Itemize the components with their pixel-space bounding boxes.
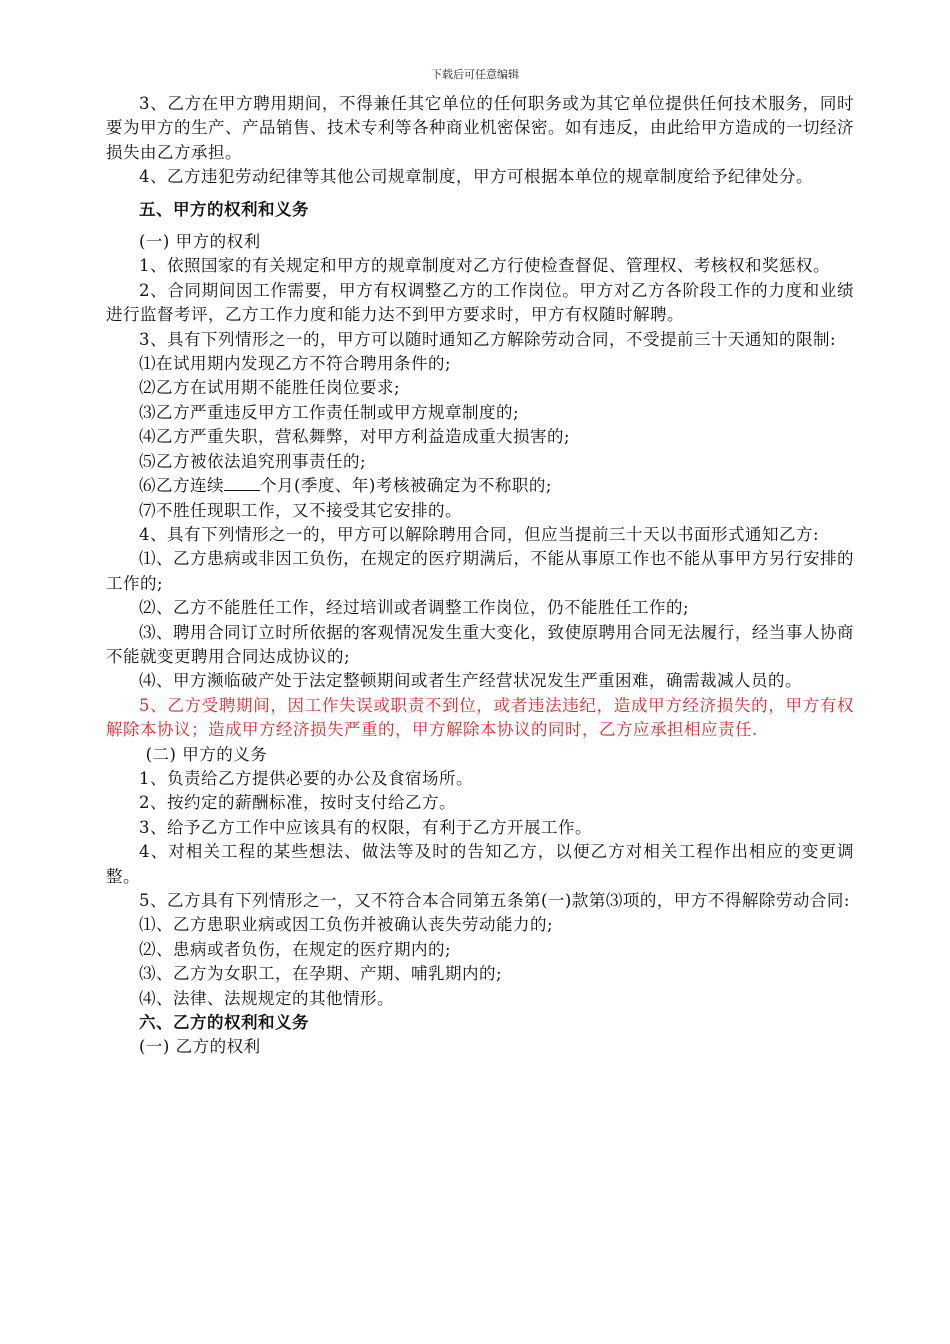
page-header: 下载后可任意编辑 <box>431 68 519 81</box>
list-item: ⑵乙方在试用期不能胜任岗位要求; <box>139 378 401 398</box>
list-item: ⑴、乙方患职业病或因工负伤并被确认丧失劳动能力的; <box>139 915 554 935</box>
blank-underline <box>224 476 260 491</box>
list-item: ⑷、甲方濒临破产处于法定整顿期间或者生产经营状况发生严重困难，确需裁减人员的。 <box>139 671 802 691</box>
list-item: ⑸乙方被依法追究刑事责任的; <box>139 451 367 471</box>
clause-4-4: 4、乙方违犯劳动纪律等其他公司规章制度，甲方可根据本单位的规章制度给予纪律处分。 <box>139 167 813 187</box>
list-item: ⑷乙方严重失职，营私舞弊，对甲方利益造成重大损害的; <box>139 427 571 447</box>
list-item: ⑶、聘用合同订立时所依据的客观情况发生重大变化，致使原聘用合同无法履行，经当事人协商不能就变更聘用合同达成协议的; <box>106 622 854 666</box>
list-item: ⑴、乙方患病或非因工负伤，在规定的医疗期满后，不能从事原工作也不能从事甲方另行安排的工作的; <box>106 549 854 593</box>
list-item: ⑶、乙方为女职工，在孕期、产期、哺乳期内的; <box>139 964 503 984</box>
subsection-5-1-heading: (一) 甲方的权利 <box>139 232 261 252</box>
clause-5-1-5-highlighted: 5、乙方受聘期间，因工作失误或职责不到位，或者违法违纪，造成甲方经济损失的，甲方有权解除本协议；造成甲方经济损失严重的，甲方解除本协议的同时，乙方应承担相应责任. <box>106 695 854 740</box>
clause-5-2-1: 1、负责给乙方提供必要的办公及食宿场所。 <box>139 768 473 788</box>
document-body <box>106 92 854 1060</box>
list-item: ⑷、法律、法规规定的其他情形。 <box>139 988 394 1008</box>
clause-5-2-2: 2、按约定的薪酬标准，按时支付给乙方。 <box>139 793 456 813</box>
clause-5-2-3: 3、给予乙方工作中应该具有的权限，有利于乙方开展工作。 <box>139 817 592 837</box>
section-5-heading: 五、甲方的权利和义务 <box>139 199 309 219</box>
clause-5-1-2: 2、合同期间因工作需要，甲方有权调整乙方的工作岗位。甲方对乙方各阶段工作的力度和业绩进行监督考评，乙方工作力度和能力达不到甲方要求时，甲方有权随时解聘。 <box>106 280 854 325</box>
list-item: ⑵、乙方不能胜任工作，经过培训或者调整工作岗位，仍不能胜任工作的; <box>139 598 690 618</box>
clause-5-1-4: 4、具有下列情形之一的，甲方可以解除聘用合同，但应当提前三十天以书面形式通知乙方: <box>139 524 820 544</box>
clause-4-3: 3、乙方在甲方聘用期间，不得兼任其它单位的任何职务或为其它单位提供任何技术服务，同时要为甲方的生产、产品销售、技术专利等各种商业机密保密。如有违反，由此给甲方造成的一切经济损失由乙方承担。 <box>106 94 854 162</box>
list-item-text-before: ⑹乙方连续 <box>139 476 224 496</box>
clause-5-1-1: 1、依照国家的有关规定和甲方的规章制度对乙方行使检查督促、管理权、考核权和奖惩权。 <box>139 256 830 276</box>
list-item-text-after: 个月(季度、年)考核被确定为不称职的; <box>260 476 552 496</box>
list-item-blank <box>106 474 854 498</box>
clause-5-2-5: 5、乙方具有下列情形之一，又不符合本合同第五条第(一)款第⑶项的，甲方不得解除劳动合同: <box>139 891 850 910</box>
clause-5-1-3: 3、具有下列情形之一的，甲方可以随时通知乙方解除劳动合同，不受提前三十天通知的限制: <box>139 329 837 349</box>
clause-5-2-4: 4、对相关工程的某些想法、做法等及时的告知乙方，以便乙方对相关工程作出相应的变更调整。 <box>106 842 854 886</box>
list-item: ⑵、患病或者负伤，在规定的医疗期内的; <box>139 939 452 959</box>
list-item: ⑴在试用期内发现乙方不符合聘用条件的; <box>139 354 452 374</box>
subsection-6-1-heading: (一) 乙方的权利 <box>139 1037 261 1057</box>
list-item: ⑺不胜任现职工作，又不接受其它安排的。 <box>139 500 462 520</box>
list-item: ⑶乙方严重违反甲方工作责任制或甲方规章制度的; <box>139 402 520 422</box>
section-6-heading: 六、乙方的权利和义务 <box>139 1013 309 1033</box>
subsection-5-2-heading: (二) 甲方的义务 <box>145 744 268 764</box>
